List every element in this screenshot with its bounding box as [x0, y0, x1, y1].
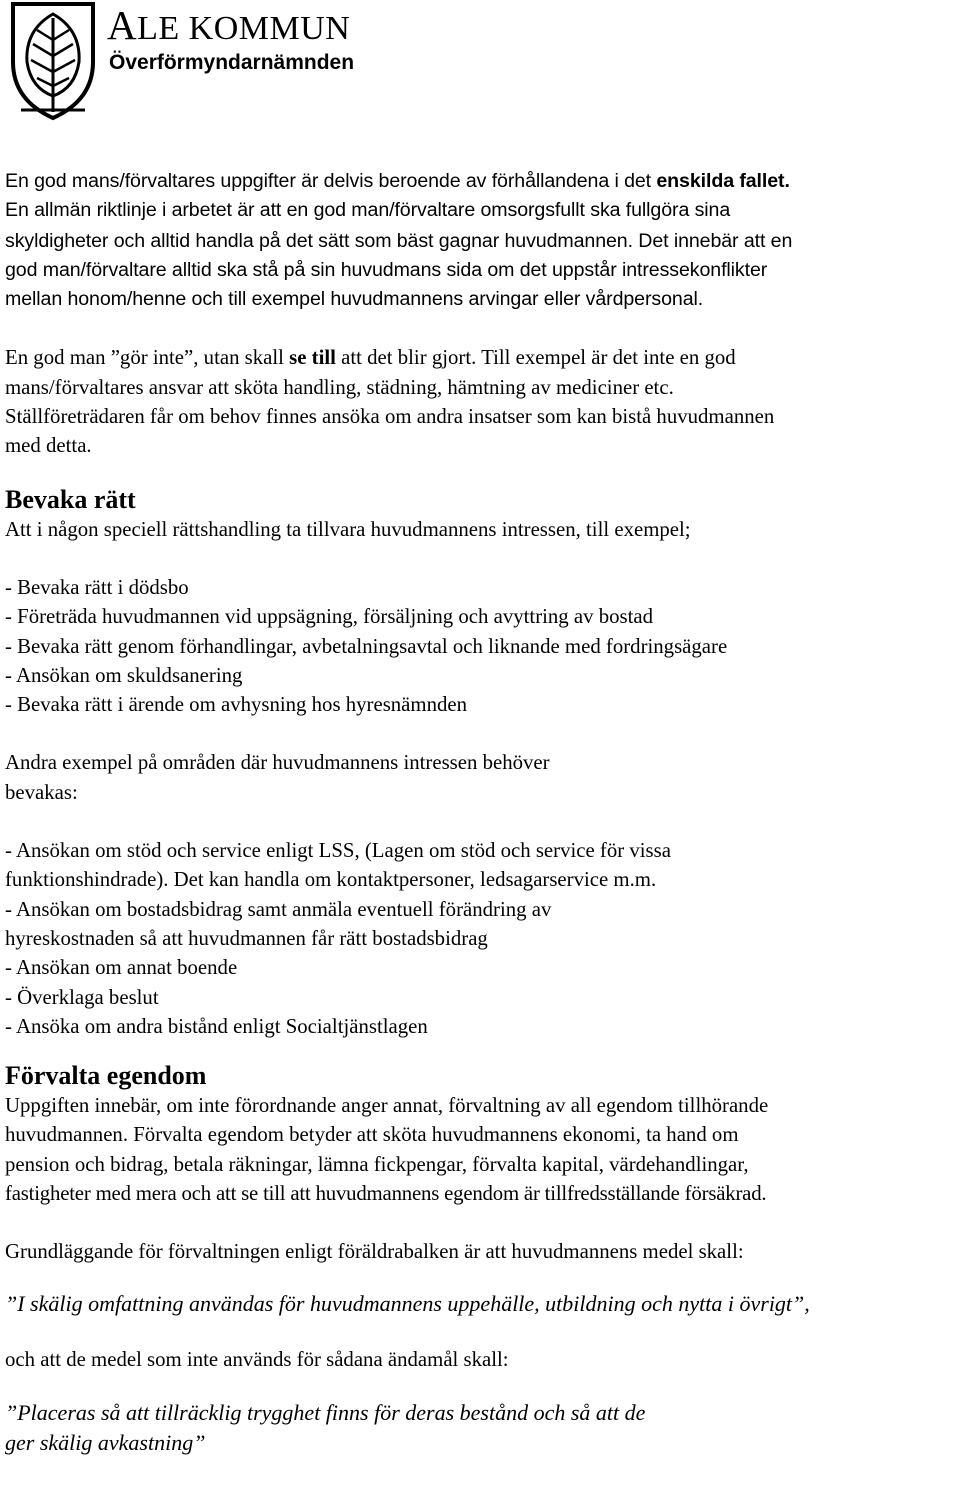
intro-line: Ställföreträdaren får om behov finnes ansöka om andra insatser som kan bistå huvudmannen: [5, 405, 775, 429]
forvalta-middle: och att de medel som inte används för sådana ändamål skall:: [5, 1347, 509, 1371]
quote-line: ”I skälig omfattning användas för huvudmannens uppehälle, utbildning och nytta i övrigt”,: [5, 1290, 810, 1316]
department-name: Överförmyndarnämnden: [109, 51, 355, 74]
org-name: ALE KOMMUN: [107, 2, 351, 48]
document-body: [5, 167, 960, 1458]
list-item: - Bevaka rätt i dödsbo: [5, 575, 189, 599]
intro-line: En allmän riktlinje i arbetet är att en god man/förvaltare omsorgsfullt ska fullgöra sina: [5, 199, 731, 222]
intro-line: god man/förvaltare alltid ska stå på sin huvudmans sida om det uppstår intressekonflikter: [5, 258, 768, 281]
quote-line: ”Placeras så att tillräcklig trygghet finns för deras bestånd och så att de: [5, 1399, 646, 1425]
leaf-logo-icon: [3, 0, 103, 122]
section-heading-bevaka: Bevaka rätt: [5, 484, 136, 514]
list-item: - Ansökan om skuldsanering: [5, 663, 243, 687]
intro-line: skyldigheter och alltid handla på det sätt som bäst gagnar huvudmannen. Det innebär att en: [5, 229, 793, 252]
forvalta-line: pension och bidrag, betala räkningar, lämna fickpengar, förvalta kapital, värdehandlingar,: [5, 1152, 749, 1176]
list-item: - Överklaga beslut: [5, 985, 159, 1009]
other-examples: bevakas:: [5, 780, 78, 804]
other-examples: Andra exempel på områden där huvudmannens intressen behöver: [5, 751, 550, 775]
letterhead: [0, 0, 355, 130]
forvalta-basis: Grundläggande för förvaltningen enligt föräldrabalken är att huvudmannens medel skall:: [5, 1240, 744, 1264]
list-item: - Ansökan om bostadsbidrag samt anmäla eventuell förändring av: [5, 897, 552, 921]
section-heading-forvalta: Förvalta egendom: [5, 1061, 207, 1091]
quote-line: ger skälig avkastning”: [5, 1429, 206, 1455]
list-item: funktionshindrade). Det kan handla om kontaktpersoner, ledsagarservice m.m.: [5, 868, 657, 892]
list-item: - Bevaka rätt genom förhandlingar, avbetalningsavtal och liknande med fordringsägare: [5, 634, 728, 658]
intro-line: En god man ”gör inte”, utan skall se till att det blir gjort. Till exempel är det inte en god: [5, 346, 736, 370]
list-item: - Bevaka rätt i ärende om avhysning hos hyresnämnden: [5, 693, 468, 717]
intro-line: med detta.: [5, 434, 92, 458]
forvalta-line: Uppgiften innebär, om inte förordnande anger annat, förvaltning av all egendom tillhörande: [5, 1094, 769, 1118]
intro-line: mans/förvaltares ansvar att sköta handling, städning, hämtning av mediciner etc.: [5, 375, 674, 399]
list-item: - Ansöka om andra bistånd enligt Socialtjänstlagen: [5, 1014, 428, 1038]
forvalta-line: huvudmannen. Förvalta egendom betyder att sköta huvudmannens ekonomi, ta hand om: [5, 1123, 739, 1147]
list-item: - Ansökan om stöd och service enligt LSS, (Lagen om stöd och service för vissa: [5, 839, 671, 863]
intro-line: En god mans/förvaltares uppgifter är delvis beroende av förhållandena i det enskilda fallet.: [5, 170, 790, 192]
forvalta-line: fastigheter med mera och att se till att huvudmannens egendom är tillfredsställande försäkrad.: [5, 1182, 767, 1206]
list-item: hyreskostnaden så att huvudmannen får rätt bostadsbidrag: [5, 926, 488, 950]
bevaka-lead: Att i någon speciell rättshandling ta tillvara huvudmannens intressen, till exempel;: [5, 517, 691, 541]
list-item: - Ansökan om annat boende: [5, 956, 238, 980]
intro-line: mellan honom/henne och till exempel huvudmannens arvingar eller vårdpersonal.: [5, 288, 704, 311]
list-item: - Företräda huvudmannen vid uppsägning, försäljning och avyttring av bostad: [5, 605, 654, 629]
